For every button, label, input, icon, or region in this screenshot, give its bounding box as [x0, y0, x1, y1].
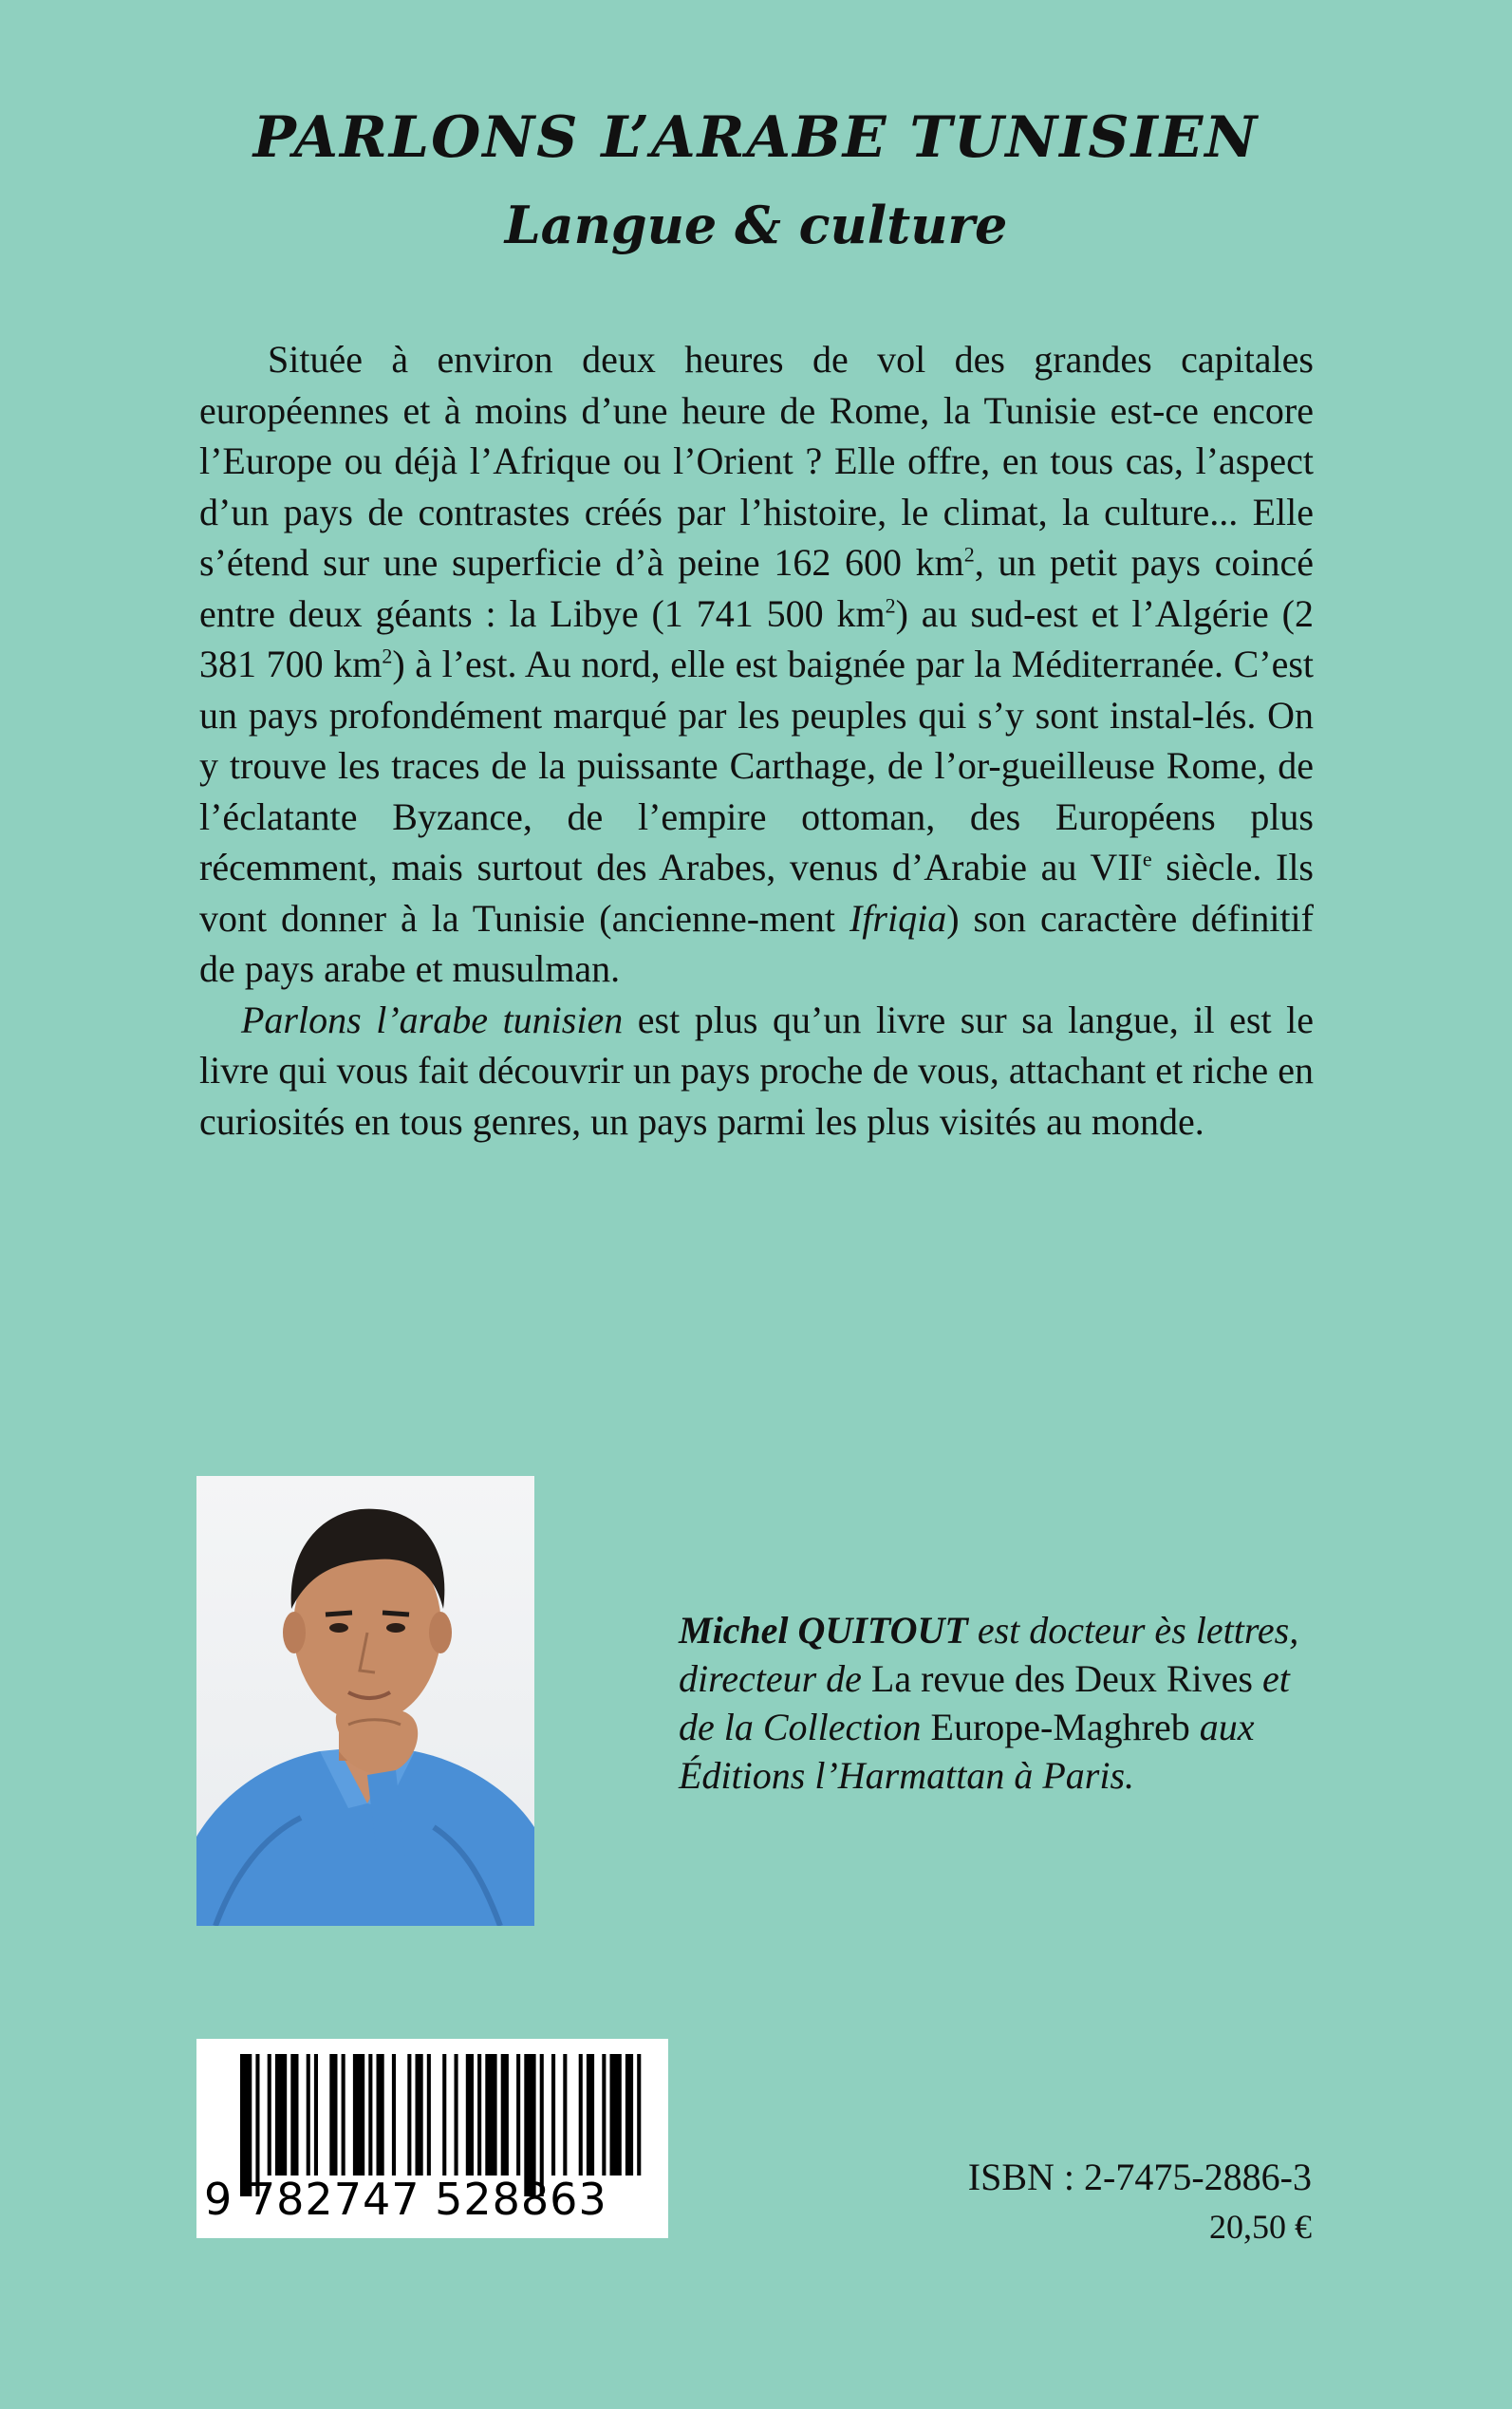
author-portrait-illustration: [196, 1476, 534, 1926]
barcode-bar: [342, 2054, 345, 2176]
barcode-bar: [407, 2054, 411, 2176]
book-title: PARLONS L’ARABE TUNISIEN: [252, 104, 1260, 171]
barcode-bar: [416, 2054, 423, 2176]
barcode-bar: [307, 2054, 310, 2176]
barcode-bar: [501, 2054, 509, 2176]
superscript: 2: [382, 644, 393, 668]
superscript: 2: [963, 542, 975, 567]
price: 20,50 €: [1209, 2208, 1312, 2246]
book-subtitle: Langue & culture: [504, 195, 1008, 255]
barcode-bar: [579, 2054, 583, 2176]
description-paragraph-1: [199, 334, 1314, 995]
author-name: Michel QUITOUT: [679, 1609, 968, 1652]
text-run: , un petit pays coincé entre deux géants : la Libye (1 741 500 km: [199, 541, 1314, 635]
text-run: aux Éditions l’Harmattan à Paris.: [679, 1706, 1255, 1797]
barcode-bar: [290, 2054, 298, 2176]
barcode-bar: [587, 2054, 594, 2176]
barcode-bar: [610, 2054, 622, 2176]
barcode-digits: 9 782747 528863: [204, 2174, 607, 2225]
description-paragraph-2: [199, 995, 1314, 1148]
barcode-bar: [516, 2054, 520, 2176]
barcode-bar: [442, 2054, 446, 2176]
author-photo: [196, 1476, 534, 1926]
text-run: ) à l’est. Au nord, elle est baignée par la Méditerranée. C’est un pays profondément marqué par les peuples qui s’y sont instal-lés. On y trouve les traces de la puissante Carthage, de l’or-gueilleuse Rome, de l’éclatante Byzance, de l’empire ottoman, des Européens plus récemment, mais surtout des Arabes, venus d’Arabie au VII: [199, 643, 1315, 888]
back-cover-description: [199, 334, 1314, 1147]
barcode-bar: [625, 2054, 633, 2176]
barcode-bar: [329, 2054, 337, 2176]
superscript: 2: [885, 593, 896, 618]
barcode-bar: [427, 2054, 431, 2176]
text-run: et de la Collection: [679, 1657, 1290, 1748]
barcode-bar: [268, 2054, 271, 2176]
publication-title: La revue des Deux Rives: [870, 1657, 1253, 1700]
italic-book-title: Parlons l’arabe tunisien: [241, 998, 624, 1041]
barcode-bar: [637, 2054, 641, 2176]
text-run: est plus qu’un livre sur sa langue, il est le livre qui vous fait découvrir un pays proche de vous, attachant et riche en curiosités en tous genres, un pays parmi les plus visités au monde.: [199, 998, 1315, 1143]
barcode-bar: [275, 2054, 287, 2176]
barcode-bar: [551, 2054, 555, 2176]
text-run: ) au sud-est et l’Algérie (2 381 700 km: [199, 591, 1314, 685]
barcode-bar: [377, 2054, 384, 2176]
barcode-bar: [563, 2054, 567, 2176]
italic-text: Ifriqia: [849, 896, 947, 940]
text-run: siècle. Ils vont donner à la Tunisie (ancienne-ment: [199, 846, 1314, 940]
barcode-bar: [455, 2054, 458, 2176]
collection-title: Europe-Maghreb: [930, 1706, 1190, 1748]
author-bio: [679, 1606, 1315, 1800]
text-run: Située à environ deux heures de vol des grandes capitales européennes et à moins d’une heure de Rome, la Tunisie est-ce encore l’Europe ou déjà l’Afrique ou l’Orient ? Elle offre, en tous cas, l’aspect d’un pays de contrastes créés par l’histoire, le climat, la culture... Elle s’étend sur une superficie d’à peine 162 600 km: [199, 338, 1314, 584]
text-run: ) son caractère définitif de pays arabe et musulman.: [199, 896, 1314, 990]
barcode-bar: [477, 2054, 481, 2176]
barcode-bar: [392, 2054, 396, 2176]
barcode: [196, 2039, 668, 2238]
barcode-bar: [368, 2054, 372, 2176]
barcode-bar: [602, 2054, 606, 2176]
text-run: est docteur ès lettres, directeur de: [679, 1609, 1299, 1700]
superscript: e: [1142, 847, 1152, 871]
barcode-bar: [466, 2054, 474, 2176]
isbn: ISBN : 2-7475-2886-3: [967, 2156, 1312, 2198]
barcode-bar: [314, 2054, 318, 2176]
barcode-bar: [485, 2054, 496, 2176]
barcode-bar: [353, 2054, 364, 2176]
